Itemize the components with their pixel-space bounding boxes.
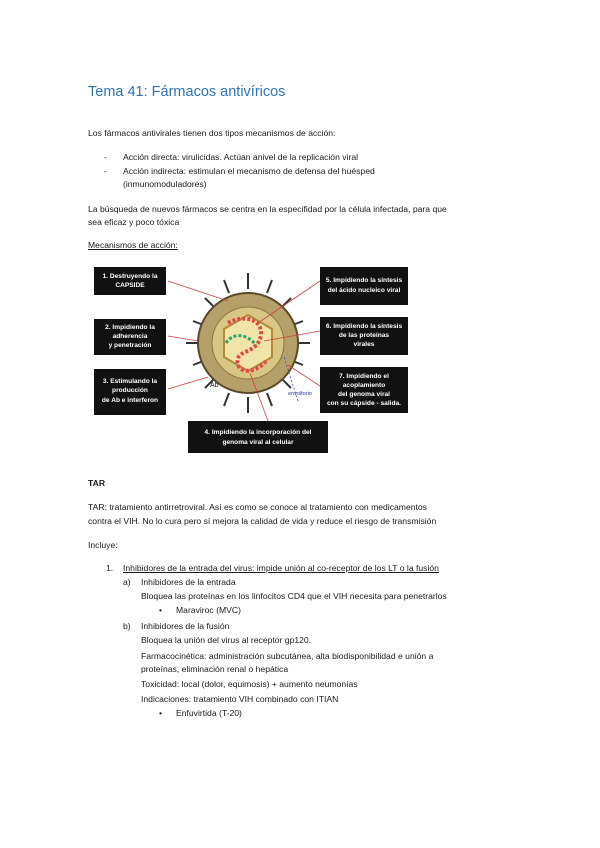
box-3-line-1: 3. Estimulando la — [102, 378, 158, 385]
sublist-a-title: Inhibidores de la entrada — [141, 577, 236, 587]
tar-heading: TAR — [88, 478, 106, 488]
sublist-b-line-4: Toxicidad: local (dolor, equimosis) + aumento neumonías — [141, 679, 358, 689]
sublist-b-line-5: Indicaciones: tratamiento VIH combinado con ITIAN — [141, 694, 339, 704]
sublist-b-line-1: Bloquea la unión del virus al receptor gp120. — [141, 635, 312, 645]
search-text-line-2: sea eficaz y poco tóxica — [88, 217, 180, 227]
box-2-line-1: 2. Impidiendo la — [105, 324, 155, 331]
action-type-indirect: - Acción indirecta: estimulan el mecanismo de defensa del huésped — [104, 166, 375, 176]
bullet-icon: • — [159, 605, 163, 615]
action-type-indirect-text: Acción indirecta: estimulan el mecanismo de defensa del huésped — [123, 166, 375, 176]
sublist-b-title: Inhibidores de la fusión — [141, 621, 230, 631]
sublist-b-line-3: proteínas, eliminación renal o hepática — [141, 664, 289, 674]
sublist-letter-a: a) — [123, 577, 131, 587]
tar-text-line-2: contra el VIH. No lo cura pero sí mejora la calidad de vida y reduce el riesgo de transmisión — [88, 516, 437, 526]
sublist-a-text: Bloquea las proteínas en los linfocitos CD4 que el VIH necesita para penetrarlos — [141, 591, 447, 601]
box-3-line-3: de Ab e interferon — [101, 397, 159, 404]
intro-text: Los fármacos antivirales tienen dos tipos mecanismos de acción: — [88, 128, 336, 138]
mechanism-box-4 — [188, 421, 328, 453]
box-2-line-3: y penetración — [108, 342, 152, 349]
box-6-line-1: 6. Impidiendo la síntesis — [325, 323, 403, 330]
sublist-b-line-2: Farmacocinética: administración subcutánea, alta biodisponibilidad e unión a — [141, 651, 434, 661]
box-5-line-1: 5. Impidiendo la síntesis — [325, 277, 403, 284]
search-text-line-1: La búsqueda de nuevos fármacos se centra en la especifidad por la célula infectada, para que — [88, 204, 447, 214]
box-1-line-1: 1. Destruyendo la — [102, 273, 158, 280]
box-7-line-4: con su cápside - salida. — [326, 400, 402, 407]
mechanism-box-5 — [320, 267, 408, 305]
box-7-line-2: acoplamiento — [342, 382, 386, 389]
sublist-b-drug: Enfuvirtida (T-20) — [176, 708, 242, 718]
box-1-line-2: CAPSIDE — [115, 282, 145, 289]
box-7-line-3: del genoma viral — [337, 391, 391, 398]
box-6-line-3: virales — [353, 341, 375, 348]
mechanism-box-1 — [94, 267, 166, 295]
sublist-a-drug: Maraviroc (MVC) — [176, 605, 241, 615]
bullet-icon: • — [159, 708, 163, 718]
list-item-1: Inhibidores de la entrada del virus: impide unión al co-receptor de los LT o la fusión — [123, 563, 439, 573]
box-4-line-1: 4. Impidiendo la incorporación del — [204, 429, 312, 436]
action-type-direct: - Acción directa: virulicidas. Actúan anivel de la replicación viral — [104, 152, 359, 162]
box-3-line-2: producción — [112, 387, 148, 394]
sublist-letter-b: b) — [123, 621, 131, 631]
envoltorio-label: envoltorio — [288, 391, 312, 397]
list-number-1: 1. — [106, 563, 114, 573]
page-title: Tema 41: Fármacos antivíricos — [88, 84, 286, 100]
box-4-line-2: genoma viral al celular — [222, 439, 294, 446]
mechanisms-heading: Mecanismos de acción: — [88, 240, 178, 250]
action-type-indirect-note: (inmunomoduladores) — [123, 179, 207, 189]
box-6-line-2: de las proteínas — [338, 332, 390, 339]
ab-label: Ab — [210, 382, 219, 389]
action-type-direct-text: Acción directa: virulicidas. Actúan anivel de la replicación viral — [123, 152, 359, 162]
box-2-line-2: adherencia — [112, 333, 148, 340]
tar-text-line-1: TAR: tratamiento antirretroviral. Así es como se conoce al tratamiento con medicamentos — [88, 502, 427, 512]
box-5-line-2: del ácido nucleico viral — [327, 287, 401, 294]
box-7-line-1: 7. Impidiendo el — [339, 373, 389, 380]
incluye-label: Incluye: — [88, 540, 118, 550]
mechanisms-figure — [88, 261, 414, 460]
